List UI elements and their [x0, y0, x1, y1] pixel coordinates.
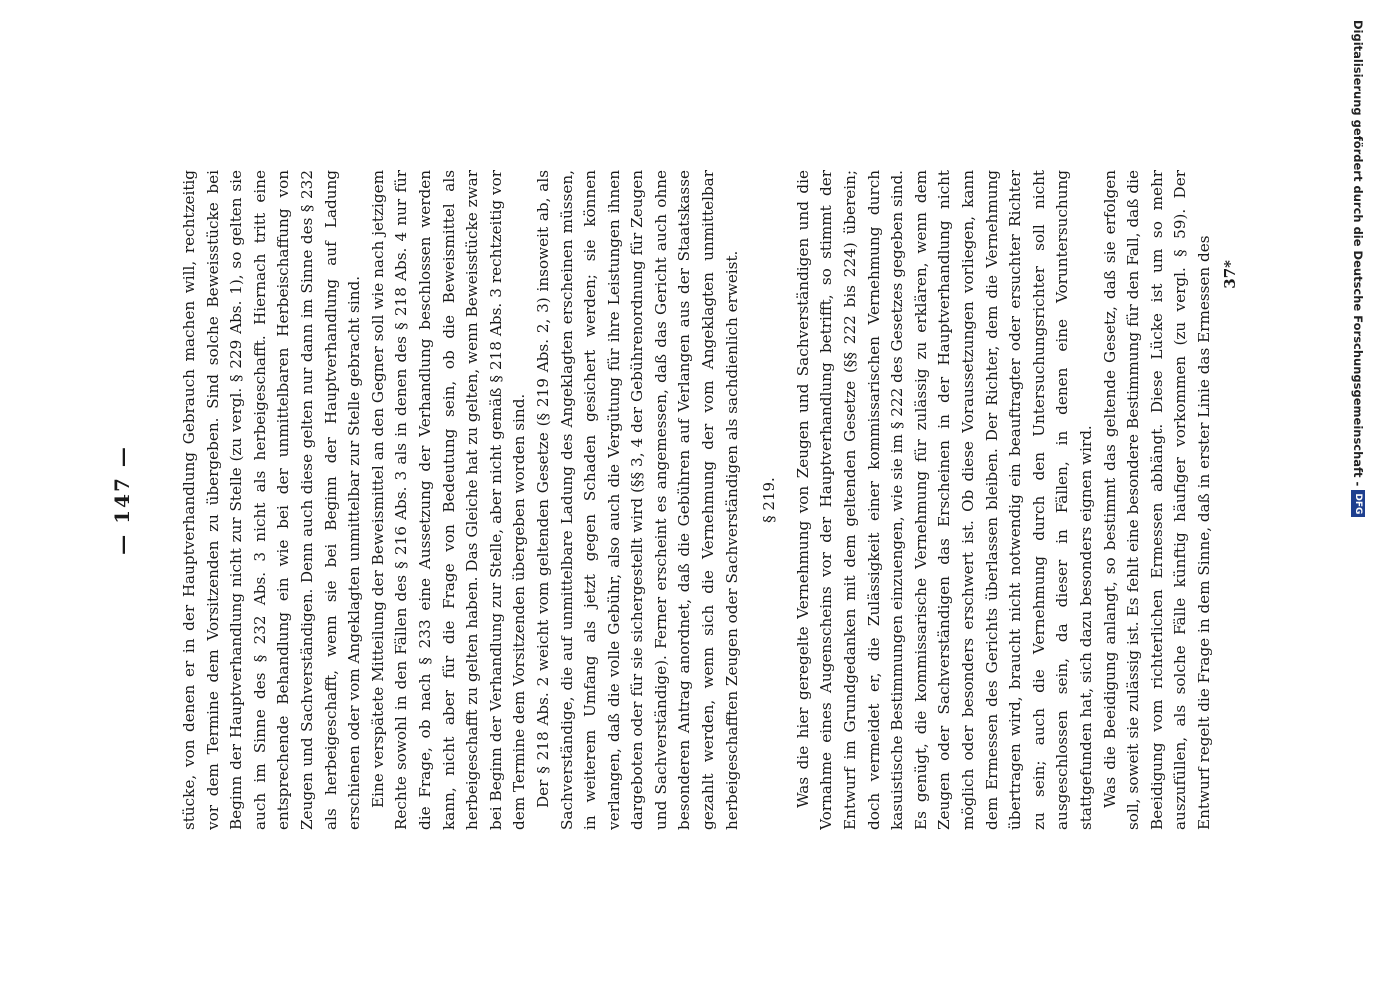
credit-text: Digitalisierung gefördert durch die Deutsche Forschungsgemeinschaft -: [1351, 20, 1365, 487]
section-heading: § 219.: [760, 477, 779, 523]
paragraph: stücke, von denen er in der Hauptverhandlung Gebrauch machen will, rechtzeitig vor dem Termine dem Vorsitzenden zu übergeben. Sind solche Beweisstücke bei Beginn der Hauptverhandlung nicht zur Stelle (zu vergl. § 229 Abs. 1), so gelten sie auch im Sinne des § 232 Abs. 3 nicht als herbeigeschafft. Hiernach tritt eine entsprechende Behandlung ein wie bei der unmittelbaren Herbeischaffung von Zeugen und Sachverständigen. Denn auch diese gelten nur dann im Sinne des § 232 als herbeigeschafft, wenn sie bei Beginn der Hauptverhandlung auf Ladung erschienen oder vom Angeklagten unmittelbar zur Stelle gebracht sind.: [180, 170, 364, 830]
page-number-header: — 147 —: [110, 445, 134, 555]
paragraph: Was die hier geregelte Vernehmung von Zeugen und Sachverständigen und die Vornahme eines Augenscheins vor der Hauptverhandlung betrifft, so stimmt der Entwurf im Grundgedanken mit dem geltenden Gesetze (§§ 222 bis 224) überein; doch vermeidet er, die Zulässigkeit einer kommissarischen Vernehmung durch kasuistische Bestimmungen einzuengen, wie sie im § 222 des Gesetzes gegeben sind. Es genügt, die kommissarische Vernehmung für zulässig zu erklären, wenn dem Zeugen oder Sachverständigen das Erscheinen in der Hauptverhandlung nicht möglich oder besonders erschwert ist. Ob diese Voraussetzungen vorliegen, kann dem Ermessen des Gerichts überlassen bleiben. Der Richter, dem die Vernehmung übertragen wird, braucht nicht notwendig ein beauftragter oder ersuchter Richter zu sein; auch die Vernehmung durch den Untersuchungsrichter soll nicht ausgeschlossen sein, da dieser in Fällen, in denen eine Voruntersuchung stattgefunden hat, sich dazu besonders eignen wird.: [793, 170, 1095, 830]
scanned-page: [100, 170, 1260, 830]
page-body: [178, 170, 1242, 830]
signature-mark: 37*: [1220, 260, 1239, 289]
paragraph: Eine verspätete Mitteilung der Beweismittel an den Gegner soll wie nach jetzigem Rechte sowohl in den Fällen des § 216 Abs. 3 als in denen des § 218 Abs. 4 nur für die Frage, ob nach § 233 eine Aussetzung der Verhandlung beschlossen werden kann, nicht aber für die Frage von Bedeutung sein, ob die Beweismittel als herbeigeschafft zu gelten haben. Das Gleiche hat zu gelten, wenn Beweisstücke zwar bei Beginn der Verhandlung zur Stelle, aber nicht gemäß § 218 Abs. 3 rechtzeitig vor dem Termine dem Vorsitzenden übergeben worden sind.: [368, 170, 529, 830]
dfg-logo[interactable]: DFG: [1351, 490, 1365, 517]
paragraph: Der § 218 Abs. 2 weicht vom geltenden Gesetze (§ 219 Abs. 2, 3) insoweit ab, als Sachverständige, die auf unmittelbare Ladung des Angeklagten erscheinen müssen, in weiterem Umfang als jetzt gegen Schaden gesichert werden; sie können verlangen, daß die volle Gebühr, also auch die Vergütung für ihre Leistungen ihnen dargeboten oder für sie sichergestellt wird (§§ 3, 4 der Gebührenordnung für Zeugen und Sachverständige). Ferner erscheint es angemessen, daß das Gericht auch ohne besonderen Antrag anordnet, daß die Gebühren auf Verlangen aus der Staatskasse gezahlt werden, wenn sich die Vernehmung der vom Angeklagten unmittelbar herbeigeschafften Zeugen oder Sachverständigen als sachdienlich erweist.: [533, 170, 741, 830]
digitization-credit: [1350, 20, 1366, 580]
rotated-page-content: [100, 170, 1260, 830]
paragraph: Was die Beeidigung anlangt, so bestimmt das geltende Gesetz, daß sie erfolgen soll, soweit sie zulässig ist. Es fehlt eine besondere Bestimmung für den Fall, daß die Beeidigung vom richterlichen Ermessen abhängt. Diese Lücke ist um so mehr auszufüllen, als solche Fälle künftig häufiger vorkommen (zu vergl. § 59). Der Entwurf regelt die Frage in dem Sinne, daß in erster Linie das Ermessen des: [1100, 170, 1213, 830]
